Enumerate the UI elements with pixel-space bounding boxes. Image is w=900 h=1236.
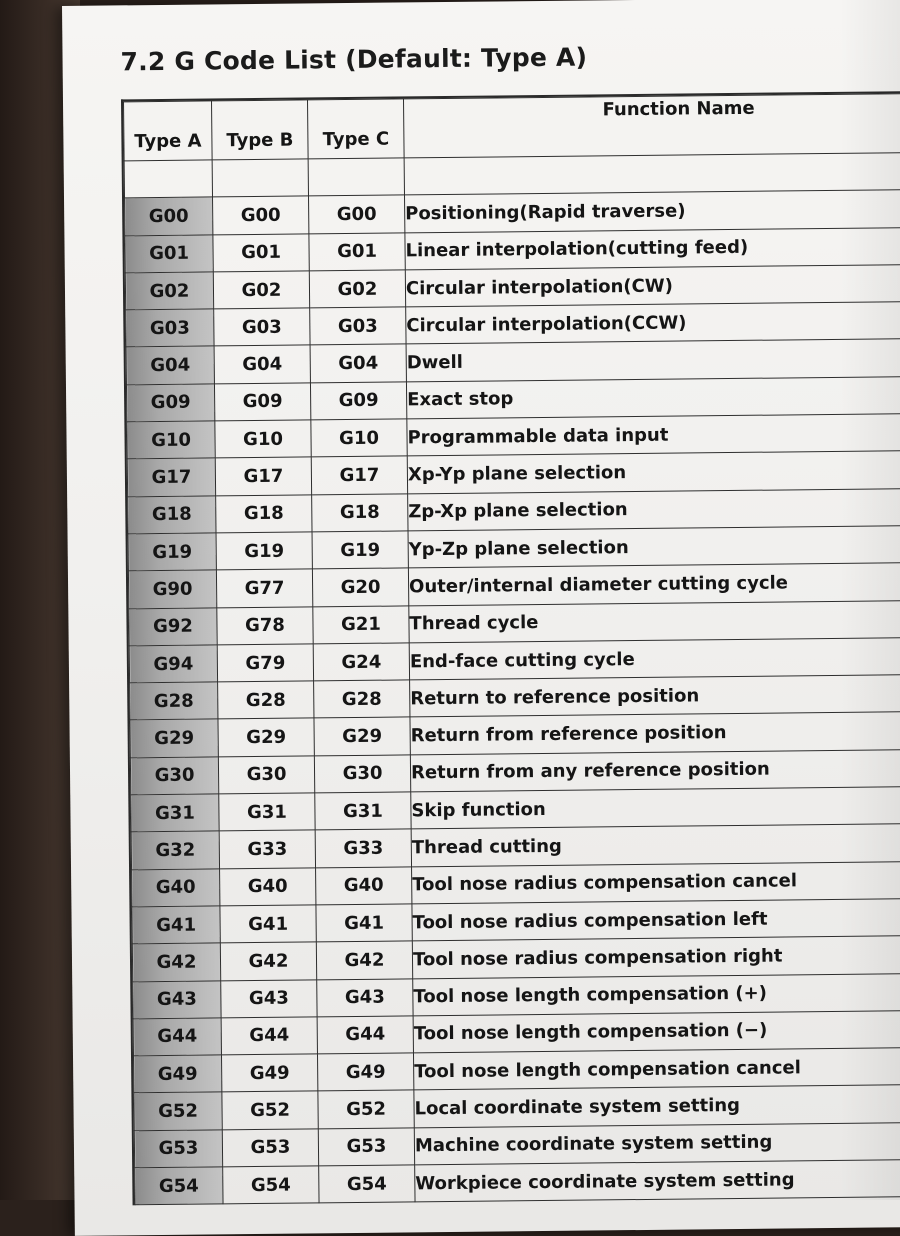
cell-function-name: End-face cutting cycle	[409, 637, 900, 680]
cell-function-name: Tool nose length compensation cancel	[413, 1047, 900, 1090]
cell-type-c: G54	[319, 1165, 415, 1203]
cell-type-b: G19	[216, 532, 312, 570]
cell-function-name: Tool nose radius compensation cancel	[412, 861, 900, 904]
gcode-table-frame	[121, 91, 900, 1206]
cell-function-name: Machine coordinate system setting	[414, 1122, 900, 1165]
cell-type-b: G77	[216, 569, 312, 607]
cell-type-a: G04	[126, 346, 214, 384]
cell-type-b: G53	[222, 1129, 318, 1167]
cell-function-name: Circular interpolation(CW)	[405, 264, 900, 307]
cell-type-a: G18	[128, 496, 216, 534]
cell-type-b: G03	[214, 308, 310, 346]
cell-type-a: G53	[134, 1130, 222, 1168]
cell-type-c: G41	[316, 904, 412, 942]
cell-type-c: G43	[317, 978, 413, 1016]
cell-type-a: G17	[127, 458, 215, 496]
cell-type-c: G49	[317, 1053, 413, 1091]
cell-type-c: G02	[309, 270, 405, 308]
cell-function-name: Tool nose radius compensation left	[412, 898, 900, 941]
cell-type-a: G29	[130, 719, 218, 757]
cell-type-c: G33	[315, 829, 411, 867]
cell-type-b: G41	[220, 905, 316, 943]
cell-type-a: G43	[133, 980, 221, 1018]
cell-type-c: G52	[318, 1090, 414, 1128]
cell-function-name: Tool nose length compensation (+)	[413, 973, 900, 1016]
cell-type-a: G19	[128, 533, 216, 571]
cell-type-c: G40	[316, 867, 412, 905]
cell-type-c: G28	[314, 680, 410, 718]
cell-type-a: G49	[133, 1055, 221, 1093]
cell-function-name: Tool nose length compensation (−)	[413, 1010, 900, 1053]
page-title: 7.2 G Code List (Default: Type A)	[120, 42, 588, 77]
cell-function-name: Outer/internal diameter cutting cycle	[408, 562, 900, 605]
cell-type-c: G19	[312, 531, 408, 569]
cell-type-c: G00	[309, 195, 405, 233]
cell-type-b: G44	[221, 1017, 317, 1055]
cell-type-a: G40	[132, 869, 220, 907]
cell-type-a: G52	[134, 1092, 222, 1130]
cell-type-b: G79	[217, 644, 313, 682]
cell-function-name: Programmable data input	[407, 413, 900, 456]
cell-function-name: Skip function	[411, 786, 900, 829]
cell-type-b: G43	[221, 979, 317, 1017]
cell-function-name: Circular interpolation(CCW)	[406, 301, 900, 344]
cell-type-c: G31	[315, 792, 411, 830]
cell-type-c: G01	[309, 233, 405, 271]
cell-type-b: G78	[217, 606, 313, 644]
cell-type-c: G24	[313, 643, 409, 681]
cell-function-name: Return from any reference position	[410, 749, 900, 792]
cell-type-a: G28	[130, 682, 218, 720]
cell-type-b: G17	[215, 457, 311, 495]
cell-type-a: G32	[131, 831, 219, 869]
cell-function-name: Thread cycle	[409, 600, 900, 643]
header-type-b: Type B	[212, 100, 309, 160]
cell-type-a: G01	[125, 235, 213, 273]
cell-function-name: Positioning(Rapid traverse)	[405, 189, 900, 232]
header-type-a: Type A	[124, 101, 213, 161]
cell-function-name: Thread cutting	[411, 823, 900, 866]
cell-type-b: G18	[216, 495, 312, 533]
cell-type-c: G04	[310, 344, 406, 382]
cell-type-c: G44	[317, 1016, 413, 1054]
cell-type-b: G10	[215, 420, 311, 458]
cell-type-a: G30	[130, 757, 218, 795]
cell-type-a: G41	[132, 906, 220, 944]
cell-type-b: G01	[213, 234, 309, 272]
cell-function-name: Return from reference position	[410, 712, 900, 755]
gcode-table-body	[125, 189, 900, 1205]
cell-type-b: G28	[218, 681, 314, 719]
cell-type-b: G40	[220, 868, 316, 906]
cell-type-a: G94	[129, 645, 217, 683]
cell-function-name: Zp-Xp plane selection	[408, 488, 900, 531]
cell-type-a: G02	[125, 272, 213, 310]
cell-type-b: G02	[213, 271, 309, 309]
cell-type-a: G03	[126, 309, 214, 347]
cell-type-b: G04	[214, 345, 310, 383]
cell-function-name: Yp-Zp plane selection	[408, 525, 900, 568]
cell-type-c: G20	[312, 568, 408, 606]
cell-type-c: G03	[310, 307, 406, 345]
header-type-c: Type C	[307, 99, 404, 159]
cell-type-a: G31	[131, 794, 219, 832]
cell-type-a: G54	[135, 1167, 223, 1205]
cell-type-b: G09	[214, 383, 310, 421]
cell-type-b: G00	[213, 196, 309, 234]
cell-type-c: G30	[314, 755, 410, 793]
cell-type-c: G42	[316, 941, 412, 979]
cell-type-a: G00	[125, 197, 213, 235]
cell-function-name: Dwell	[406, 339, 900, 382]
cell-type-b: G29	[218, 718, 314, 756]
cell-function-name: Tool nose radius compensation right	[412, 935, 900, 978]
cell-type-c: G21	[313, 605, 409, 643]
document-page	[62, 0, 900, 1236]
cell-function-name: Exact stop	[406, 376, 900, 419]
table-header-row	[124, 93, 900, 161]
table-row	[135, 1159, 900, 1205]
cell-type-b: G52	[222, 1091, 318, 1129]
cell-function-name: Local coordinate system setting	[414, 1085, 900, 1128]
cell-type-b: G31	[219, 793, 315, 831]
cell-type-a: G42	[132, 943, 220, 981]
cell-type-a: G09	[126, 384, 214, 422]
cell-type-b: G49	[221, 1054, 317, 1092]
cell-function-name: Linear interpolation(cutting feed)	[405, 227, 900, 270]
cell-type-c: G18	[312, 494, 408, 532]
cell-function-name: Xp-Yp plane selection	[407, 451, 900, 494]
cell-function-name: Workpiece coordinate system setting	[415, 1159, 900, 1202]
cell-type-b: G54	[223, 1166, 319, 1204]
cell-type-a: G92	[129, 607, 217, 645]
cell-type-b: G33	[219, 830, 315, 868]
cell-type-c: G53	[318, 1128, 414, 1166]
cell-type-c: G09	[310, 382, 406, 420]
cell-function-name: Return to reference position	[410, 674, 900, 717]
cell-type-c: G29	[314, 717, 410, 755]
cell-type-a: G90	[128, 570, 216, 608]
cell-type-c: G17	[311, 456, 407, 494]
header-function-name: Function Name	[403, 93, 900, 158]
cell-type-a: G10	[127, 421, 215, 459]
cell-type-b: G42	[220, 942, 316, 980]
gcode-table	[123, 93, 900, 1206]
cell-type-b: G30	[218, 756, 314, 794]
cell-type-a: G44	[133, 1018, 221, 1056]
cell-type-c: G10	[311, 419, 407, 457]
